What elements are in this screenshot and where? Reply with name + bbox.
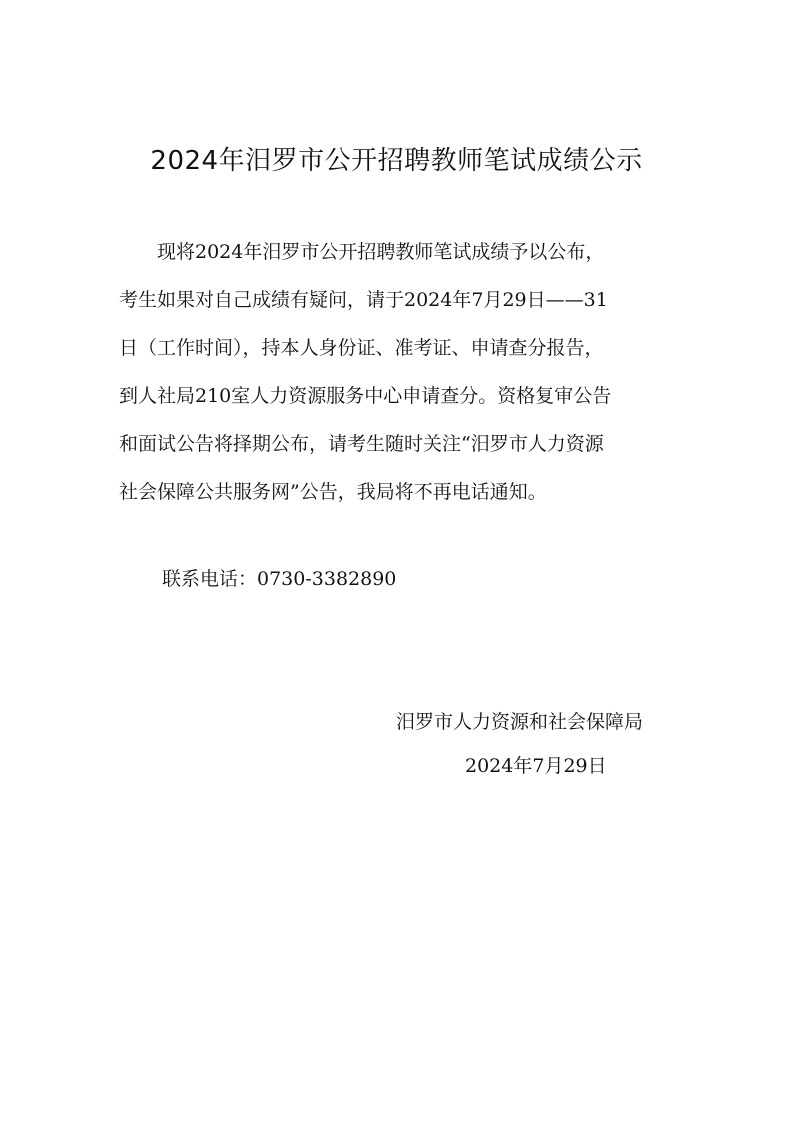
- body-line: 现将2024年汨罗市公开招聘教师笔试成绩予以公布，: [119, 241, 605, 263]
- body-line: 考生如果对自己成绩有疑问，请于2024年7月29日——31: [119, 289, 608, 311]
- body-line: 社会保障公共服务网”公告，我局将不再电话通知。: [119, 481, 547, 503]
- body-line: 和面试公告将择期公布，请考生随时关注“汨罗市人力资源: [119, 433, 604, 455]
- issuer-name: 汨罗市人力资源和社会保障局: [396, 711, 644, 733]
- body-line: 到人社局210室人力资源服务中心申请查分。资格复审公告: [119, 385, 612, 407]
- contact-phone: 联系电话：0730-3382890: [162, 568, 397, 590]
- document-title: 2024年汨罗市公开招聘教师笔试成绩公示: [150, 146, 643, 176]
- issue-date: 2024年7月29日: [465, 755, 607, 777]
- body-line: 日（工作时间），持本人身份证、准考证、申请查分报告，: [119, 337, 604, 359]
